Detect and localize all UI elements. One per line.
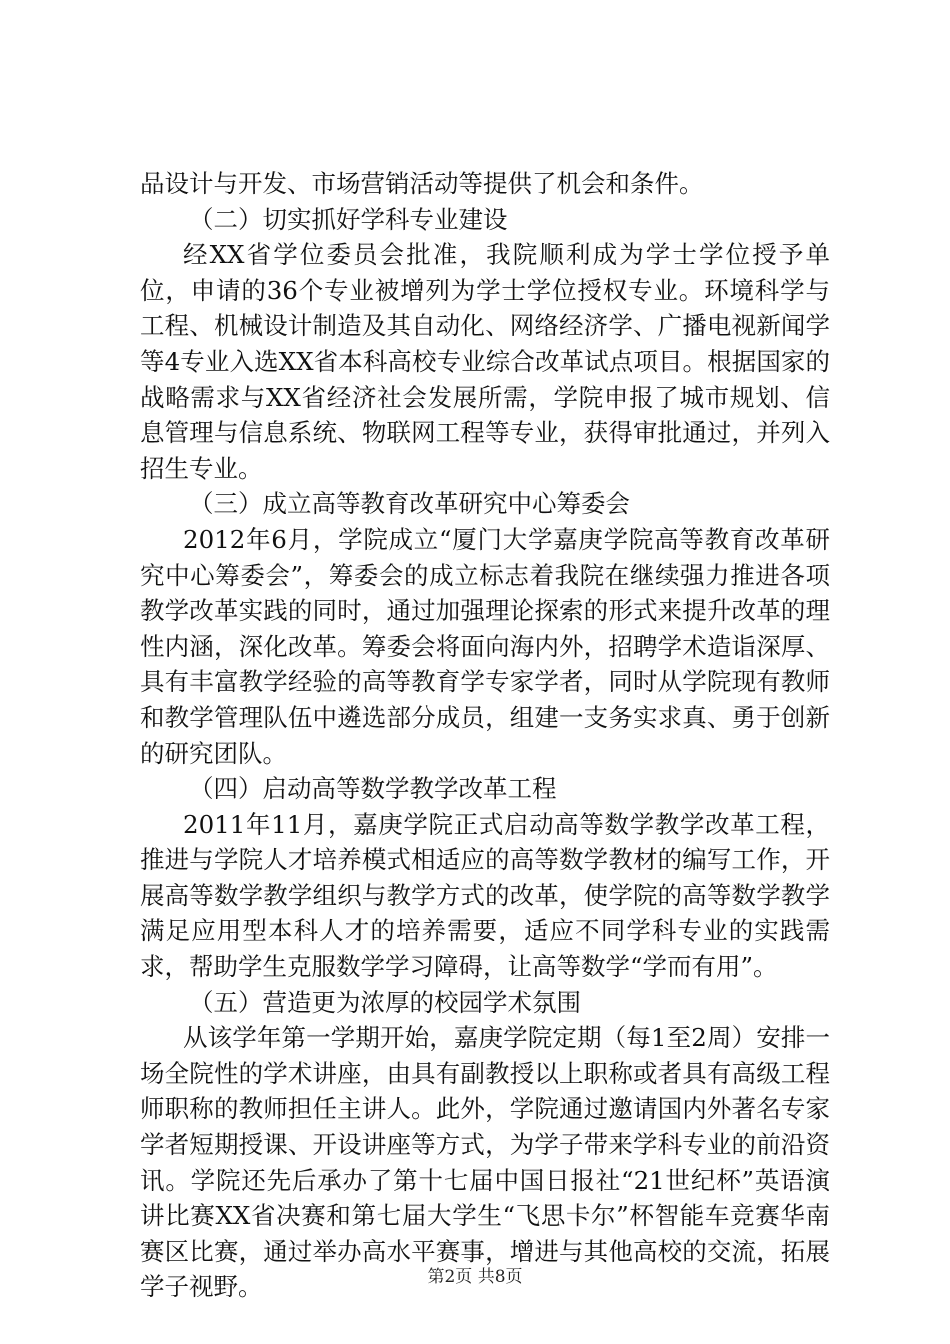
section-heading-2: （二）切实抓好学科专业建设 bbox=[189, 204, 508, 234]
paragraph-discipline-construction: 经XX省学位委员会批准，我院顺利成为学士学位授予单位，申请的36个专业被增列为学士学位授权专业。环境科学与工程、机械设计制造及其自动化、网络经济学、广播电视新闻学等4专业入选XX省本科高校专业综合改革试点项目。根据国家的战略需求与XX省经济社会发展所需，学院申报了城市规划、信息管理与信息系统、物联网工程等专业，获得审批通过，并列入招生专业。 bbox=[140, 240, 830, 483]
section-heading-3: （三）成立高等教育改革研究中心筹委会 bbox=[189, 489, 630, 519]
paragraph-continued: 品设计与开发、市场营销活动等提供了机会和条件。 bbox=[140, 169, 704, 198]
section-heading-4: （四）启动高等数学教学改革工程 bbox=[189, 774, 557, 804]
paragraph-math-reform: 2011年11月，嘉庚学院正式启动高等数学教学改革工程，推进与学院人才培养模式相适应的高等数学教材的编写工作，开展高等数学教学组织与教学方式的改革，使学院的高等数学教学满足应用型本科人才的培养需要，适应不同学科专业的实践需求，帮助学生克服数学学习障碍，让高等数学“学而有用”。 bbox=[140, 809, 830, 982]
paragraph-reform-center: 2012年6月，学院成立“厦门大学嘉庚学院高等教育改革研究中心筹委会”，筹委会的成立标志着我院在继续强力推进各项教学改革实践的同时，通过加强理论探索的形式来提升改革的理性内涵，深化改革。筹委会将面向海内外，招聘学术造诣深厚、具有丰富教学经验的高等教育学专家学者，同时从学院现有教师和教学管理队伍中遴选部分成员，组建一支务实求真、勇于创新的研究团队。 bbox=[140, 524, 830, 768]
paragraph-academic-atmosphere: 从该学年第一学期开始，嘉庚学院定期（每1至2周）安排一场全院性的学术讲座，由具有副教授以上职称或者具有高级工程师职称的教师担任主讲人。此外，学院通过邀请国内外著名专家学者短期授课、开设讲座等方式，为学子带来学科专业的前沿资讯。学院还先后承办了第十七届中国日报社“21世纪杯”英语演讲比赛XX省决赛和第七届大学生“飞思卡尔”杯智能车竞赛华南赛区比赛，通过举办高水平赛事，增进与其他高校的交流，拓展学子视野。 bbox=[140, 1023, 830, 1302]
section-heading-5: （五）营造更为浓厚的校园学术氛围 bbox=[189, 987, 581, 1017]
page-number-footer: 第2页 共8页 bbox=[427, 1267, 523, 1287]
document-body bbox=[140, 166, 830, 1305]
